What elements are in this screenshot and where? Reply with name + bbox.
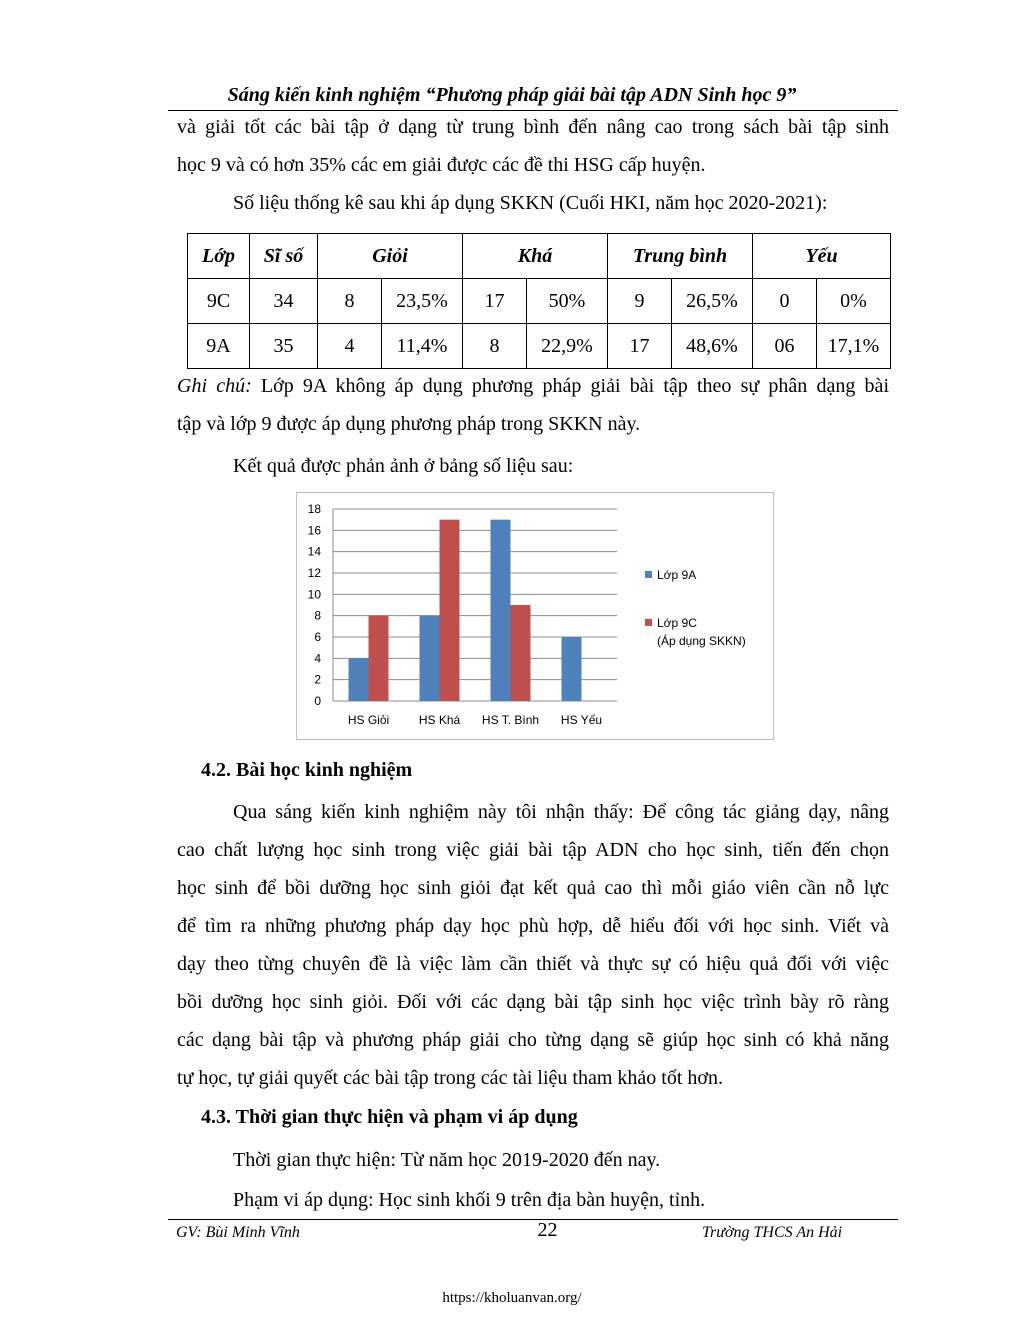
section-42-line: để tìm ra những phương pháp dạy học phù hợp, dễ hiểu đối với học sinh. Viết và: [177, 915, 889, 937]
section-42-line: bồi dưỡng học sinh giỏi. Đối với các dạng bài tập sinh học việc trình bày rõ ràng: [177, 991, 889, 1013]
table-cell: 0%: [817, 279, 891, 324]
x-tick-label: HS Yếu: [560, 713, 603, 727]
table-cell: 17: [463, 279, 527, 324]
table-cell: 4: [318, 324, 382, 369]
page-header-title: Sáng kiến kinh nghiệm “Phương pháp giải bài tập ADN Sinh học 9”: [227, 84, 797, 106]
table-cell: 8: [318, 279, 382, 324]
intro-line-2: học 9 và có hơn 35% các em giải được các đề thi HSG cấp huyện.: [177, 154, 706, 176]
section-43-time: Thời gian thực hiện: Từ năm học 2019-2020 đến nay.: [233, 1149, 661, 1171]
bar-lớp-9c: [511, 605, 531, 701]
table-cell: 9: [608, 279, 672, 324]
header-kha: Khá: [463, 234, 608, 279]
footer-teacher: GV: Bùi Minh Vĩnh: [176, 1224, 300, 1241]
table-row: [188, 279, 891, 324]
table-cell: 9C: [188, 279, 250, 324]
y-tick-label: 10: [307, 587, 321, 602]
y-tick-label: 2: [314, 672, 321, 687]
note-label: Ghi chú:: [177, 375, 252, 397]
header-trung-binh: Trung bình: [608, 234, 753, 279]
table-cell: 23,5%: [382, 279, 463, 324]
source-url: https://kholuanvan.org/: [442, 1290, 582, 1306]
section-42-line: dạy theo từng chuyên đề là việc làm cần thiết và thực sự có hiệu quả đối với việc: [177, 953, 889, 975]
legend-label-line2: (Áp dụng SKKN): [657, 634, 746, 648]
stats-intro: Số liệu thống kê sau khi áp dụng SKKN (Cuối HKI, năm học 2020-2021):: [233, 192, 828, 214]
table-cell: 34: [250, 279, 318, 324]
section-42-title: 4.2. Bài học kinh nghiệm: [201, 759, 413, 781]
note-line-2: tập và lớp 9 được áp dụng phương pháp trong SKKN này.: [177, 413, 641, 435]
legend-label: Lớp 9A: [657, 568, 697, 582]
header-gioi: Giỏi: [318, 234, 463, 279]
y-tick-label: 4: [314, 651, 321, 666]
bar-lớp-9a: [491, 520, 511, 701]
legend-swatch: [645, 619, 652, 626]
legend-label: Lớp 9C: [657, 616, 697, 630]
section-42-line: tự học, tự giải quyết các bài tập trong các tài liệu tham khảo tốt hơn.: [177, 1067, 723, 1089]
section-43-scope: Phạm vi áp dụng: Học sinh khối 9 trên địa bàn huyện, tỉnh.: [233, 1189, 706, 1211]
intro-line-1: và giải tốt các bài tập ở dạng từ trung bình đến nâng cao trong sách bài tập sinh: [177, 116, 889, 138]
note-text-1: Lớp 9A không áp dụng phương pháp giải bài tập theo sự phân dạng bài: [251, 375, 889, 397]
table-cell: 11,4%: [382, 324, 463, 369]
section-42-line: Qua sáng kiến kinh nghiệm này tôi nhận thấy: Để công tác giảng dạy, nâng: [233, 801, 889, 823]
table-cell: 0: [753, 279, 817, 324]
table-cell: 8: [463, 324, 527, 369]
section-42-line: cao chất lượng học sinh trong việc giải bài tập ADN cho học sinh, tiến đến chọn: [177, 839, 889, 861]
table-cell: 50%: [527, 279, 608, 324]
section-42-line: học sinh để bồi dưỡng học sinh giỏi đạt kết quả cao thì mỗi giáo viên cần nỗ lực: [177, 877, 889, 899]
page-number: 22: [537, 1219, 558, 1241]
table-cell: 48,6%: [672, 324, 753, 369]
legend-swatch: [645, 571, 652, 578]
section-43-title: 4.3. Thời gian thực hiện và phạm vi áp dụng: [201, 1106, 578, 1128]
y-tick-label: 0: [314, 694, 321, 708]
chart-intro: Kết quả được phản ảnh ở bảng số liệu sau:: [233, 455, 574, 477]
x-tick-label: HS T. Bình: [481, 713, 540, 727]
bar-lớp-9a: [349, 658, 369, 701]
footer-school: Trường THCS An Hải: [702, 1224, 843, 1241]
table-cell: 26,5%: [672, 279, 753, 324]
table-cell: 17,1%: [817, 324, 891, 369]
y-tick-label: 16: [307, 523, 321, 538]
y-tick-label: 8: [314, 608, 321, 623]
stats-table: [187, 233, 891, 369]
table-cell: 17: [608, 324, 672, 369]
bar-lớp-9c: [369, 616, 389, 701]
table-cell: 22,9%: [527, 324, 608, 369]
note-line-1: [177, 367, 889, 405]
x-tick-label: HS Khá: [418, 713, 461, 727]
x-tick-label: HS Giỏi: [347, 713, 390, 727]
bar-lớp-9a: [562, 637, 582, 701]
header-si-so: Sĩ số: [250, 234, 318, 279]
table-cell: 06: [753, 324, 817, 369]
y-tick-label: 14: [307, 544, 321, 559]
table-cell: 9A: [188, 324, 250, 369]
table-row: [188, 324, 891, 369]
header-lop: Lớp: [188, 234, 250, 279]
bar-chart: [296, 492, 774, 740]
y-tick-label: 12: [307, 566, 321, 580]
bar-chart-svg: [297, 493, 773, 739]
bar-lớp-9c: [440, 520, 460, 701]
y-tick-label: 6: [314, 630, 321, 644]
section-42-line: các dạng bài tập và phương pháp giải cho từng dạng sẽ giúp học sinh có khả năng: [177, 1029, 889, 1051]
header-yeu: Yếu: [753, 234, 891, 279]
y-tick-label: 18: [307, 502, 321, 516]
table-header-row: [188, 234, 891, 279]
table-cell: 35: [250, 324, 318, 369]
bar-lớp-9a: [420, 616, 440, 701]
